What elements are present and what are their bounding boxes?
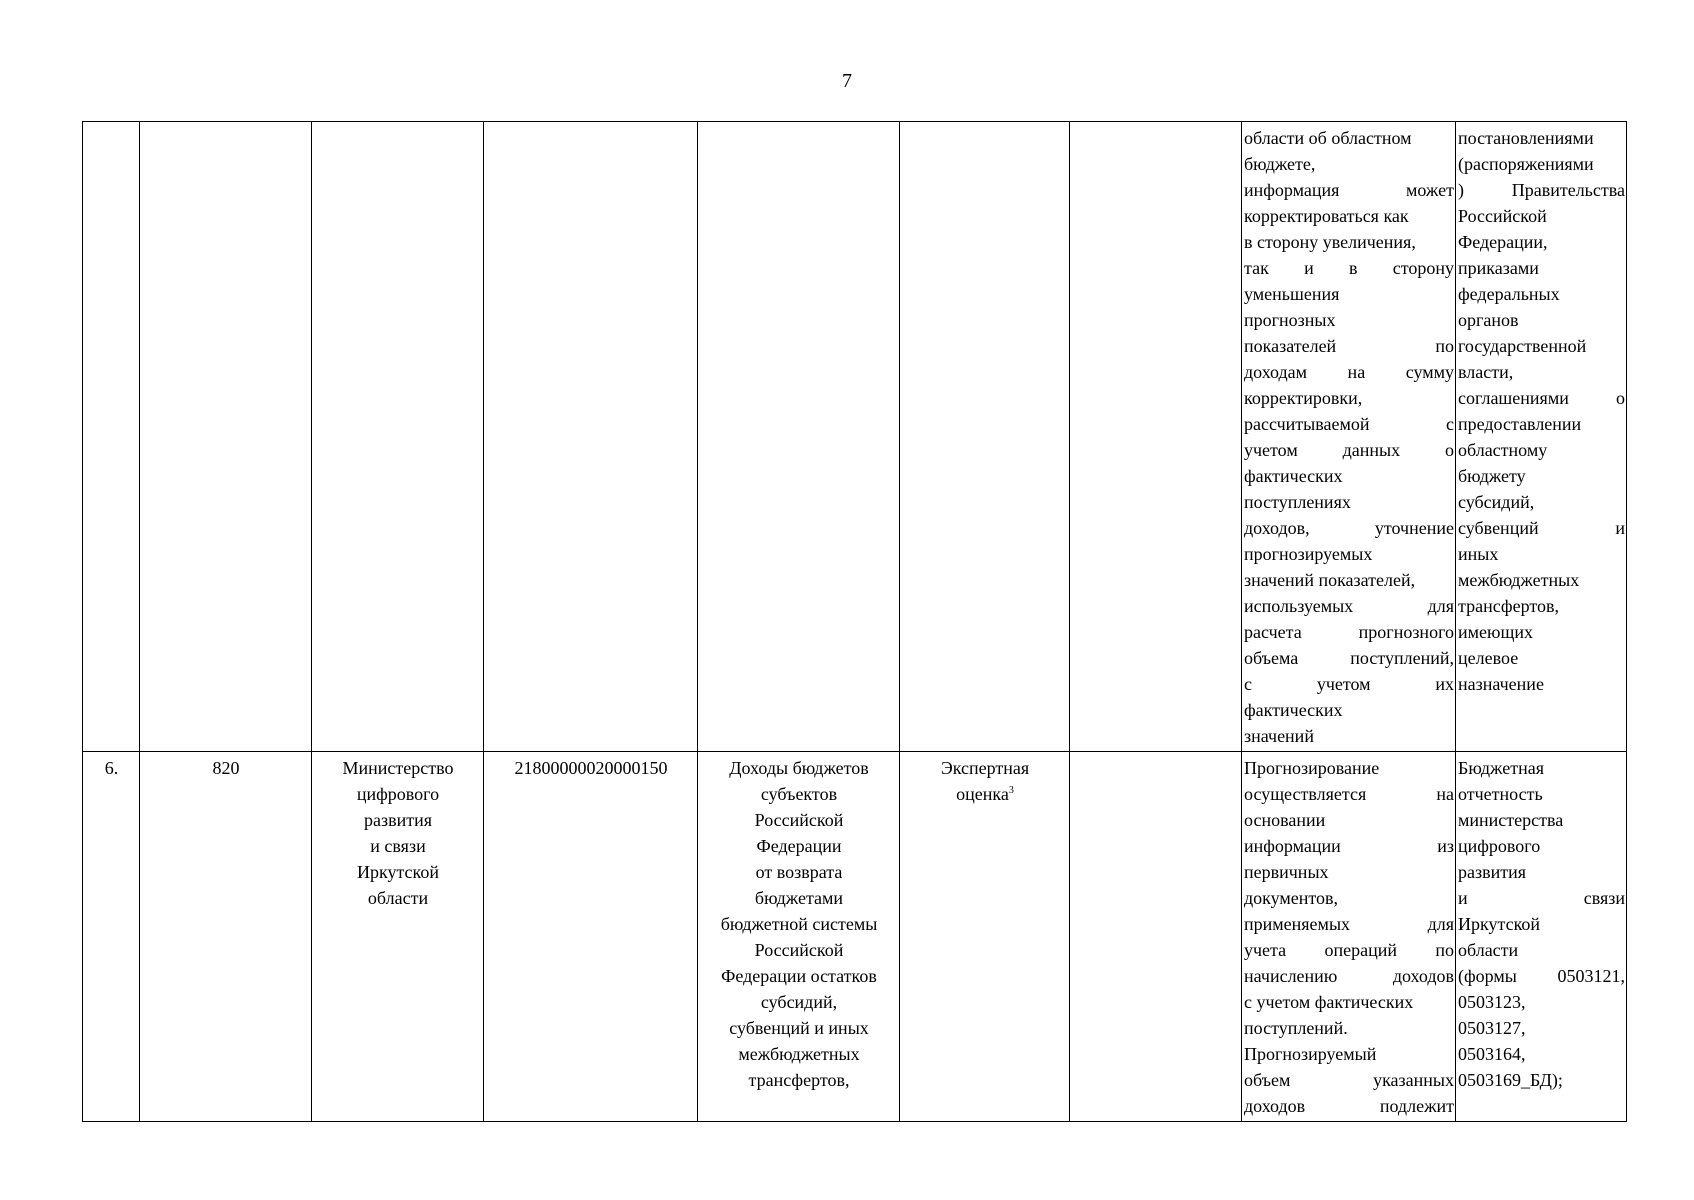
text-line: доходов подлежит bbox=[1244, 1096, 1454, 1116]
text-line: фактических bbox=[1244, 466, 1343, 486]
admin-code: 820 bbox=[212, 758, 240, 778]
text-line: целевое bbox=[1458, 648, 1519, 668]
cell-income-name bbox=[698, 752, 900, 1122]
text-line: министерства bbox=[1458, 810, 1564, 830]
cell-algorithm bbox=[1242, 122, 1456, 752]
text-line: поступлениях bbox=[1244, 492, 1351, 512]
income-forecast-table bbox=[82, 121, 1627, 1122]
text-line: 0503123, bbox=[1458, 992, 1526, 1012]
text-line: приказами bbox=[1458, 258, 1539, 278]
text-line: предоставлении bbox=[1458, 414, 1582, 434]
text-line: Российской bbox=[754, 940, 844, 960]
text-line: и связи bbox=[370, 836, 426, 856]
text-line: государственной bbox=[1458, 336, 1587, 356]
text-line: субсидий, bbox=[760, 992, 838, 1012]
text-line: информации из bbox=[1244, 836, 1454, 856]
text-line: соглашениями о bbox=[1458, 388, 1625, 408]
text-line: трансфертов, bbox=[1458, 596, 1559, 616]
text-line: в сторону увеличения, bbox=[1244, 232, 1416, 252]
text-line: Российской bbox=[754, 810, 844, 830]
text-line: иных bbox=[1458, 544, 1499, 564]
text-line: и связи bbox=[1458, 888, 1625, 908]
cell-formula bbox=[1070, 752, 1242, 1122]
text-line: осуществляется на bbox=[1244, 784, 1454, 804]
cell-number bbox=[83, 122, 140, 752]
row-number: 6. bbox=[104, 758, 119, 778]
cell-number bbox=[83, 752, 140, 1122]
text-line: значений показателей, bbox=[1244, 570, 1416, 590]
text-line: (формы 0503121, bbox=[1458, 966, 1625, 986]
text-line: уменьшения bbox=[1244, 284, 1340, 304]
cell-admin-name bbox=[312, 122, 484, 752]
text-line: прогнозируемых bbox=[1244, 544, 1373, 564]
text-line: Иркутской bbox=[1458, 914, 1541, 934]
cell-admin-code bbox=[140, 752, 312, 1122]
cell-kbk bbox=[484, 122, 698, 752]
cell-admin-name bbox=[312, 752, 484, 1122]
text-line: Федерации bbox=[756, 836, 842, 856]
text-line: применяемых для bbox=[1244, 914, 1454, 934]
text-line: 0503164, bbox=[1458, 1044, 1526, 1064]
kbk-code: 21800000020000150 bbox=[514, 758, 668, 778]
text-line: используемых для bbox=[1244, 596, 1454, 616]
text-line: цифрового bbox=[1458, 836, 1541, 856]
text-line: корректировки, bbox=[1244, 388, 1363, 408]
text-line: учета операций по bbox=[1244, 940, 1454, 960]
text-line: бюджете, bbox=[1244, 154, 1316, 174]
text-line: Российской bbox=[1458, 206, 1547, 226]
text-line: развития bbox=[1458, 862, 1527, 882]
text-line: цифрового bbox=[356, 784, 440, 804]
text-line: документов, bbox=[1244, 888, 1339, 908]
algorithm-text bbox=[1244, 125, 1454, 749]
text-line: с учетом фактических bbox=[1244, 992, 1414, 1012]
text-line: имеющих bbox=[1458, 622, 1533, 642]
text-line: Прогнозирование bbox=[1244, 758, 1380, 778]
text-line: межбюджетных bbox=[1458, 570, 1580, 590]
text-line: объема поступлений, bbox=[1244, 648, 1454, 668]
text-line: рассчитываемой с bbox=[1244, 414, 1454, 434]
text-line: Доходы бюджетов bbox=[729, 758, 869, 778]
text-line: значений bbox=[1244, 726, 1314, 746]
text-line: бюджетной системы bbox=[720, 914, 878, 934]
cell-source bbox=[1456, 752, 1627, 1122]
text-line: федеральных bbox=[1458, 284, 1560, 304]
text-line: объем указанных bbox=[1244, 1070, 1454, 1090]
cell-kbk bbox=[484, 752, 698, 1122]
text-line: постановлениями bbox=[1458, 128, 1594, 148]
text-line: доходам на сумму bbox=[1244, 362, 1454, 382]
table-row bbox=[83, 122, 1627, 752]
text-line: с учетом их bbox=[1244, 674, 1454, 694]
cell-algorithm bbox=[1242, 752, 1456, 1122]
text-line: фактических bbox=[1244, 700, 1343, 720]
text-line: первичных bbox=[1244, 862, 1329, 882]
text-line: бюджету bbox=[1458, 466, 1526, 486]
text-line: так и в сторону bbox=[1244, 258, 1454, 278]
cell-method bbox=[900, 122, 1070, 752]
text-line: назначение bbox=[1458, 674, 1544, 694]
text-line: информация может bbox=[1244, 180, 1454, 200]
text-line: Бюджетная bbox=[1458, 758, 1544, 778]
page-number: 7 bbox=[842, 70, 852, 92]
text-line: корректироваться как bbox=[1244, 206, 1409, 226]
text-line: показателей по bbox=[1244, 336, 1454, 356]
text-line: Иркутской bbox=[356, 862, 440, 882]
source-text bbox=[1458, 125, 1625, 697]
text-line: бюджетами bbox=[754, 888, 844, 908]
text-line: субъектов bbox=[760, 784, 838, 804]
text-line: поступлений. bbox=[1244, 1018, 1348, 1038]
text-line: области bbox=[367, 888, 429, 908]
text-line: Федерации, bbox=[1458, 232, 1548, 252]
text-line: (распоряжениями bbox=[1458, 154, 1594, 174]
income-name bbox=[700, 755, 898, 1093]
text-line: власти, bbox=[1458, 362, 1514, 382]
text-line: от возврата bbox=[755, 862, 843, 882]
text-line: Прогнозируемый bbox=[1244, 1044, 1377, 1064]
method-text-2: оценка$^3$ bbox=[956, 784, 1014, 804]
text-line: 0503169_БД); bbox=[1458, 1070, 1563, 1090]
source-text bbox=[1458, 755, 1625, 1093]
cell-method bbox=[900, 752, 1070, 1122]
table-row bbox=[83, 752, 1627, 1122]
text-line: области bbox=[1458, 940, 1519, 960]
text-line: доходов, уточнение bbox=[1244, 518, 1454, 538]
text-line: субвенций и иных bbox=[729, 1018, 869, 1038]
text-line: начислению доходов bbox=[1244, 966, 1454, 986]
method-text: Экспертная bbox=[940, 758, 1030, 778]
text-line: прогнозных bbox=[1244, 310, 1336, 330]
text-line: межбюджетных bbox=[738, 1044, 860, 1064]
text-line: 0503127, bbox=[1458, 1018, 1526, 1038]
algorithm-text bbox=[1244, 755, 1454, 1119]
cell-formula bbox=[1070, 122, 1242, 752]
cell-income-name bbox=[698, 122, 900, 752]
text-line: субвенций и bbox=[1458, 518, 1625, 538]
text-line: трансфертов, bbox=[748, 1070, 850, 1090]
text-line: областному bbox=[1458, 440, 1548, 460]
text-line: учетом данных о bbox=[1244, 440, 1454, 460]
text-line: основании bbox=[1244, 810, 1326, 830]
text-line: области об областном bbox=[1244, 128, 1412, 148]
text-line: субсидий, bbox=[1458, 492, 1535, 512]
text-line: Федерации остатков bbox=[721, 966, 877, 986]
text-line: расчета прогнозного bbox=[1244, 622, 1454, 642]
text-line: развития bbox=[363, 810, 432, 830]
footnote-ref: 3 bbox=[1008, 785, 1014, 796]
cell-admin-code bbox=[140, 122, 312, 752]
admin-name bbox=[314, 755, 482, 911]
text-line: отчетность bbox=[1458, 784, 1543, 804]
cell-source bbox=[1456, 122, 1627, 752]
text-line: Министерство bbox=[342, 758, 454, 778]
text-line: ) Правительства bbox=[1458, 180, 1625, 200]
text-line: органов bbox=[1458, 310, 1519, 330]
